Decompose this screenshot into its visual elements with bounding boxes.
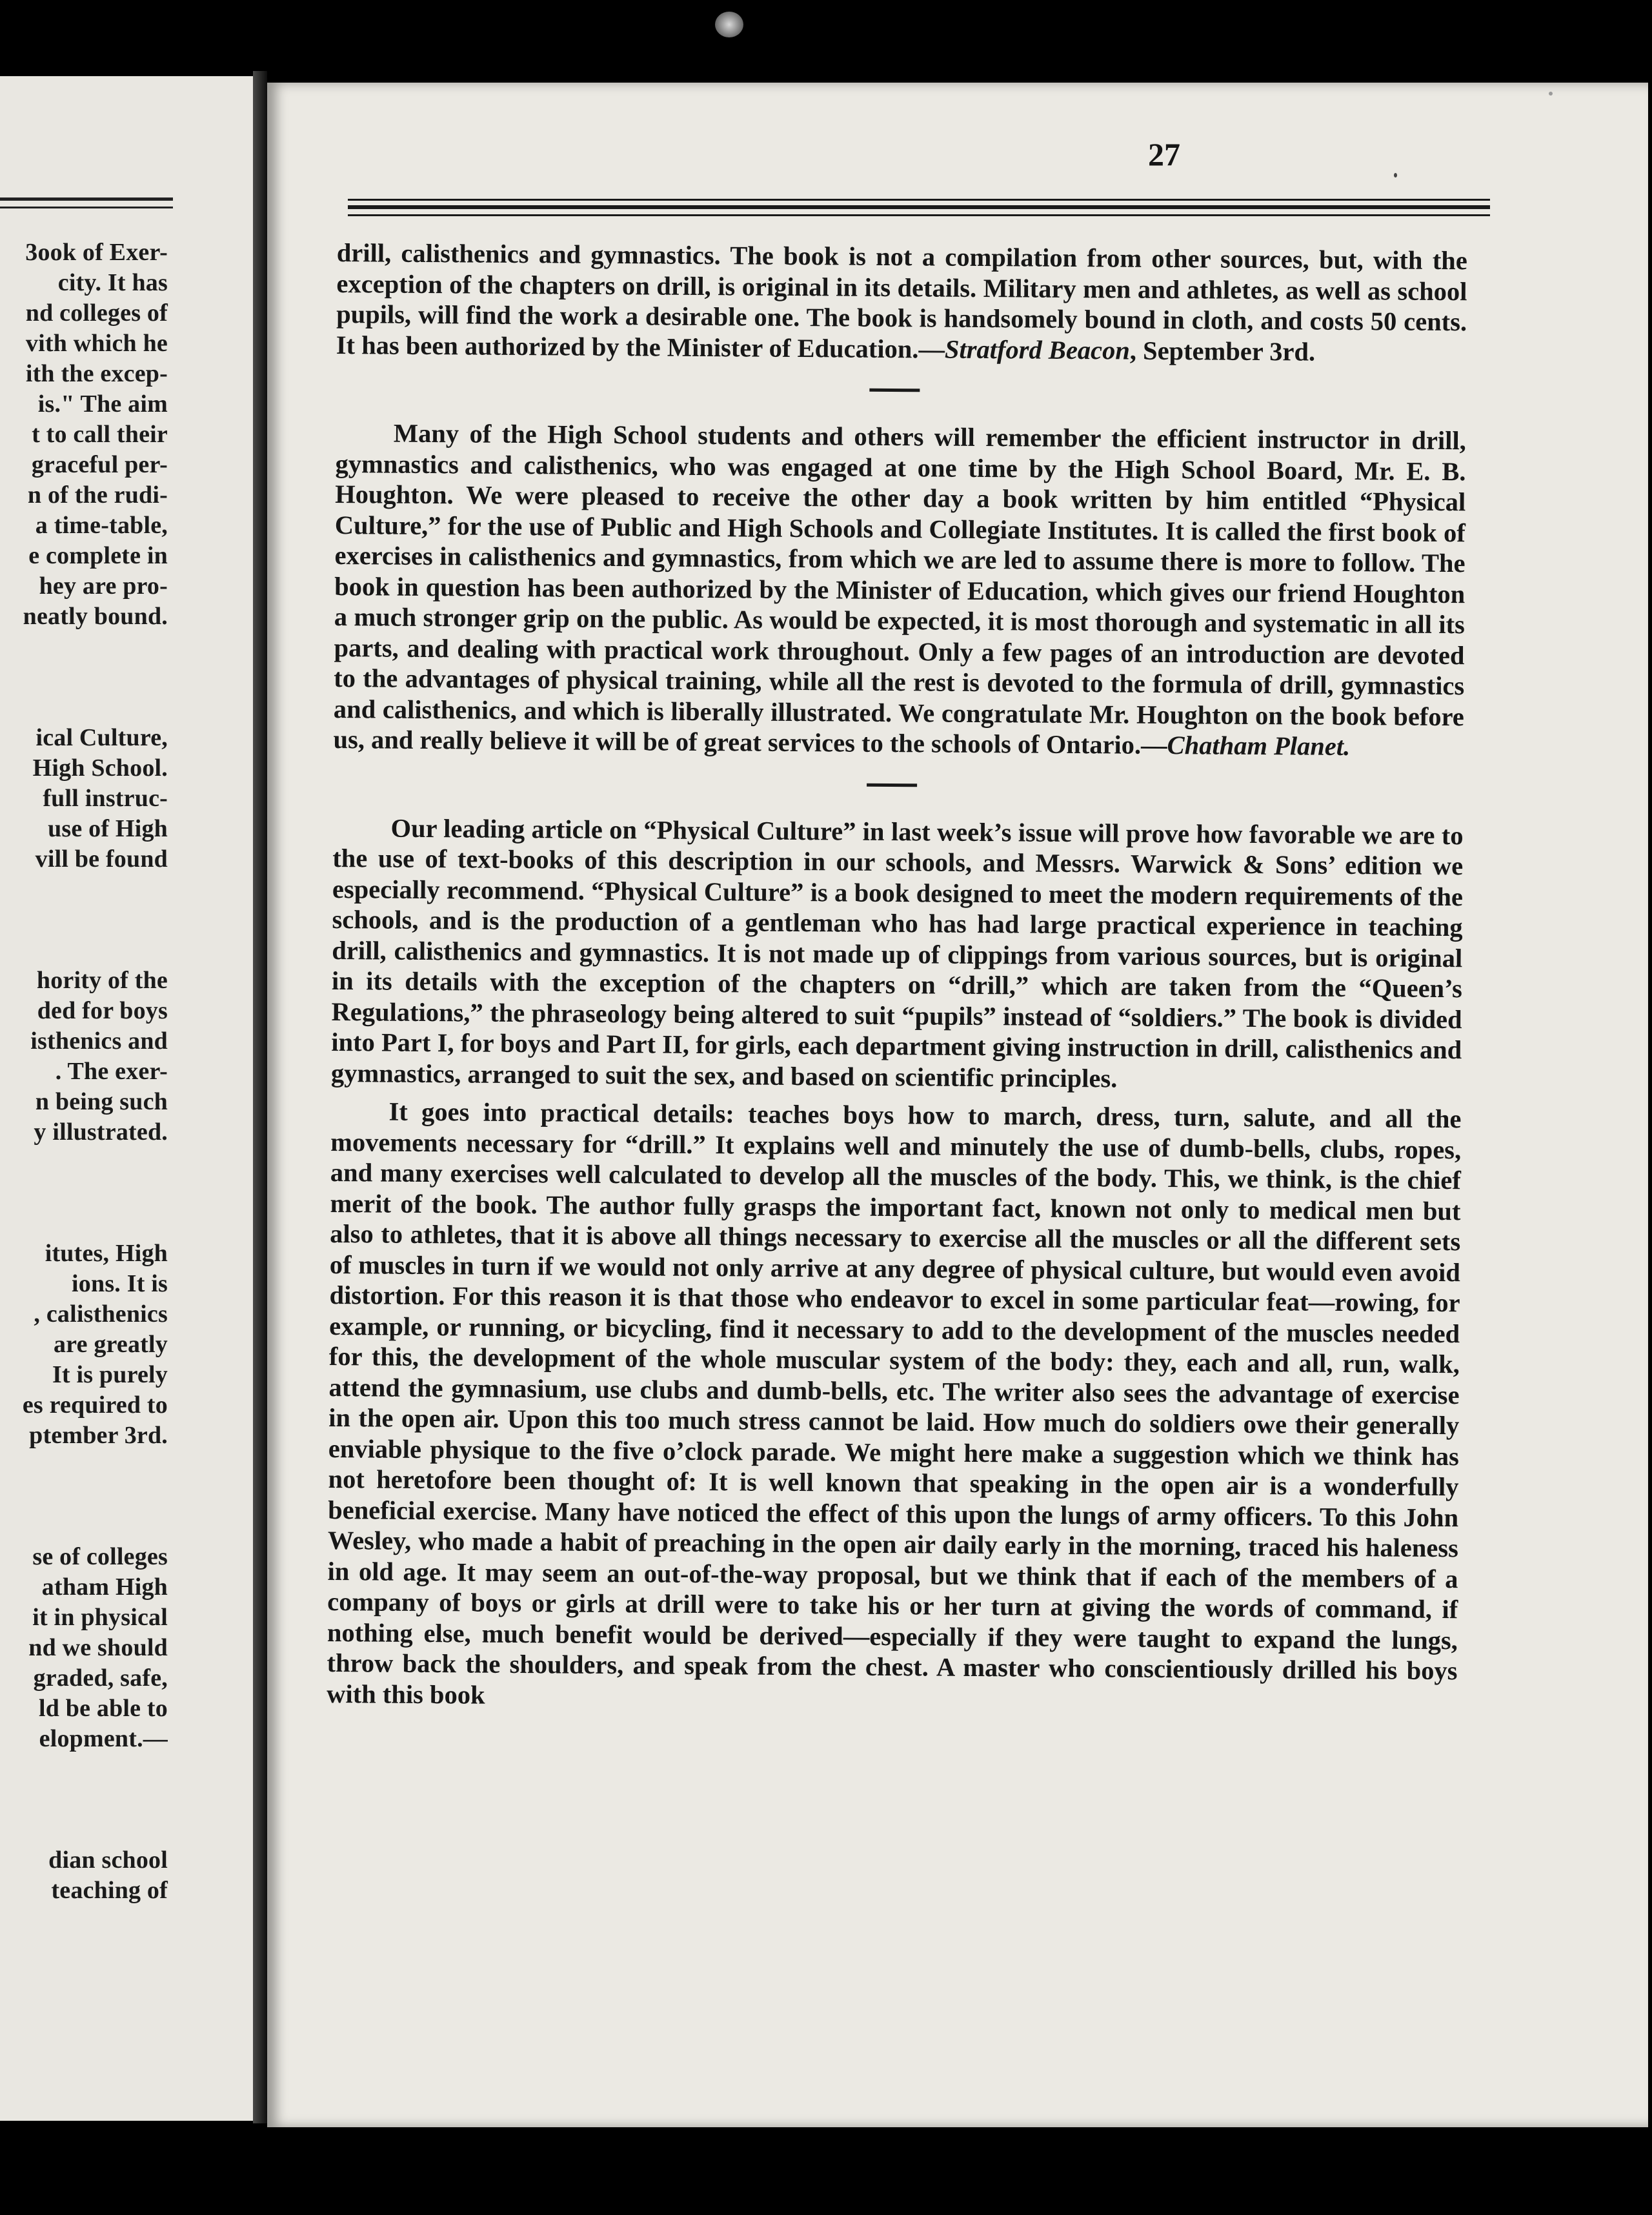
- left-page-line: ded for boys: [37, 997, 168, 1024]
- left-page-line: [0, 1178, 168, 1208]
- header-rule: [348, 214, 1490, 216]
- header-rule: [348, 199, 1490, 201]
- left-page-line: e complete in: [28, 542, 168, 569]
- left-page-line: ptember 3rd.: [29, 1422, 168, 1449]
- left-page-line: High School.: [32, 754, 168, 782]
- left-page-line: [0, 1208, 168, 1239]
- left-page-text-fragments: [0, 238, 168, 1906]
- left-page-line: [0, 632, 168, 662]
- left-page-line: [0, 1785, 168, 1815]
- article-3-paragraph-1: Our leading article on “Physical Culture” in last week’s issue will prove how favorable we are to the use of text-books of this description in our schools, and Messrs. Warwick & Sons’ edition we especially recommend. “Physical Culture” is a book designed to meet the modern requirements of the schools, and is the production of a gentleman who has had large practical experience in teaching drill, calisthenics and gymnastics. It is not made up of clippings from various sources, but is original in its details with the exception of the chapters on “drill,” which are taken from the “Queen’s Regulations,” the phraseology being altered to suit “pupils” instead of “soldiers.” The book is divided into Part I, for boys and Part II, for girls, each department giving instruction in drill, calisthenics and gymnastics, arranged to suit the sex, and based on scientific principles.: [330, 813, 1464, 1093]
- article-2-paragraph: [333, 418, 1466, 763]
- left-page-line: [0, 1815, 168, 1845]
- article-1-source-date: , September 3rd.: [1129, 336, 1316, 367]
- left-page-line: [0, 875, 168, 905]
- left-page-line: it in physical: [32, 1604, 168, 1631]
- left-page-line: hority of the: [36, 967, 168, 994]
- left-page-line: neatly bound.: [23, 603, 168, 630]
- left-page-line: vill be found: [35, 845, 168, 873]
- left-page-line: vith which he: [25, 330, 168, 357]
- article-3-paragraph-2: It goes into practical details: teaches boys how to march, dress, turn, salute, and all the movements necessary for “drill.” It explains well and minutely the use of dumb-bells, clubs, ropes, and many exercises well calculated to develop all the muscles of the body. This, we think, is the chief merit of the book. The author fully grasps the important fact, known not only to medical men but also to athletes, that it is above all things necessary to exercise all the muscles or all the different sets of muscles in turn if we would not only arrive at any degree of physical culture, but would even avoid distortion. For this reason it is that those who endeavor to excel in some particular feat—rowing, for example, or running, or bicycling, find it necessary to add to the development of the muscles needed for this, the development of the whole muscular system of the body: they, each and all, run, walk, attend the gymnasium, use clubs and dumb-bells, etc. The writer also sees the advantage of exercise in the open air. Upon this too much stress cannot be laid. How much do soldiers owe their generally enviable physique to the five o’clock parade. We might here make a suggestion which we think has not heretofore been thought of: It is well known that speaking in the open air is a wonderfully beneficial exercise. Many have noticed the effect of this upon the lungs of army officers. To this John Wesley, who made a habit of preaching in the open air daily early in the morning, traced his haleness in old age. It may seem an out-of-the-way proposal, but we think that if each of the members of a company of boys or girls at drill were to take his or her turn at giving the words of command, if nothing else, much benefit would be derived—especially if they were taught to expand the lungs, throw back the shoulders, and speak from the chest. A master who conscientiously drilled his boys with this book: [327, 1097, 1462, 1710]
- article-2-text: Many of the High School students and others will remember the efficient instructor in drill, gymnastics and calisthenics, who was engaged at one time by the High School Board, Mr. E. B. Houghton. We were pleased to receive the other day a book written by him entitled “Physical Culture,” for the use of Public and High Schools and Collegiate Institutes. It is called the first book of exercises in calisthenics and gymnastics, from which we are led to assume there is more to follow. The book in question has been authorized by the Minister of Education, which gives our friend Houghton a much stronger grip on the public. As would be expected, it is most thorough and systematic in all its parts, and dealing with practical work throughout. Only a few pages of an introduction are devoted to the advantages of physical training, while all the rest is devoted to the formula of drill, gymnastics and calisthenics, and which is liberally illustrated. We congratulate Mr. Houghton on the book before us, and really believe it will be of great services to the schools of Ontario.—: [333, 418, 1467, 760]
- film-speck: [1549, 92, 1553, 96]
- left-page-line: hey are pro-: [39, 572, 168, 600]
- left-page-line: atham High: [41, 1573, 168, 1601]
- left-page-line: y illustrated.: [34, 1118, 168, 1146]
- page-gutter: [253, 71, 267, 2123]
- article-1-paragraph: [336, 238, 1467, 368]
- left-page-line: se of colleges: [32, 1543, 168, 1570]
- left-page-line: [0, 1148, 168, 1178]
- left-page-line: [0, 905, 168, 935]
- left-page-line: n of the rudi-: [27, 481, 168, 509]
- left-page-line: are greatly: [53, 1331, 168, 1358]
- left-page-line: nd we should: [28, 1634, 168, 1661]
- left-page-line: . The exer-: [55, 1058, 168, 1085]
- left-page-line: t to call their: [32, 421, 168, 448]
- left-page-line: [0, 693, 168, 723]
- film-speck: [715, 12, 743, 37]
- article-divider: [867, 783, 917, 787]
- left-page-line: use of High: [48, 815, 168, 842]
- left-facing-page: [0, 76, 253, 2121]
- left-page-line: isthenics and: [30, 1027, 168, 1055]
- left-page-line: ld be able to: [38, 1695, 168, 1722]
- article-divider: [869, 389, 920, 392]
- left-header-rule: [0, 197, 173, 201]
- left-page-line: ions. It is: [72, 1270, 168, 1297]
- left-page-line: [0, 1512, 168, 1542]
- left-page-line: teaching of: [51, 1877, 168, 1904]
- left-page-line: It is purely: [52, 1361, 168, 1388]
- text-column: [327, 238, 1467, 1717]
- left-page-line: 3ook of Exer-: [25, 239, 168, 266]
- left-page-line: ith the excep-: [25, 360, 168, 387]
- left-header-rule: [0, 207, 173, 208]
- article-1-text: drill, calisthenics and gymnastics. The book is not a compilation from other sources, but, with the exception of the chapters on drill, is original in its details. Military men and athletes, as well as school pupils, will find the work a desirable one. The book is handsomely bound in cloth, and costs 50 cents. It has been authorized by the Minister of Education.—: [336, 238, 1467, 364]
- left-page-line: [0, 1451, 168, 1481]
- left-page-line: full instruc-: [43, 785, 168, 812]
- article-1-source: Stratford Beacon: [944, 334, 1131, 365]
- left-page-line: graceful per-: [31, 451, 168, 478]
- left-page-line: a time-table,: [35, 512, 168, 539]
- left-page-line: graded, safe,: [33, 1664, 168, 1692]
- left-page-line: nd colleges of: [25, 299, 168, 327]
- left-page-line: city. It has: [57, 269, 168, 296]
- left-page-line: es required to: [22, 1391, 168, 1419]
- left-page-line: , calisthenics: [34, 1300, 168, 1328]
- header-rule: [348, 205, 1490, 209]
- left-page-line: n being such: [35, 1088, 168, 1115]
- left-page-line: [0, 935, 168, 966]
- left-page-line: dian school: [48, 1846, 168, 1874]
- left-page-line: [0, 662, 168, 693]
- right-page: [267, 83, 1648, 2127]
- left-page-line: is." The aim: [37, 390, 168, 418]
- left-page-line: elopment.—: [39, 1725, 168, 1752]
- left-page-line: ical Culture,: [35, 724, 168, 751]
- left-page-line: [0, 1481, 168, 1512]
- page-number: 27: [1148, 136, 1180, 172]
- film-speck: [1394, 173, 1397, 177]
- left-page-line: itutes, High: [45, 1240, 168, 1267]
- left-page-line: [0, 1754, 168, 1785]
- article-2-source: Chatham Planet.: [1167, 731, 1351, 761]
